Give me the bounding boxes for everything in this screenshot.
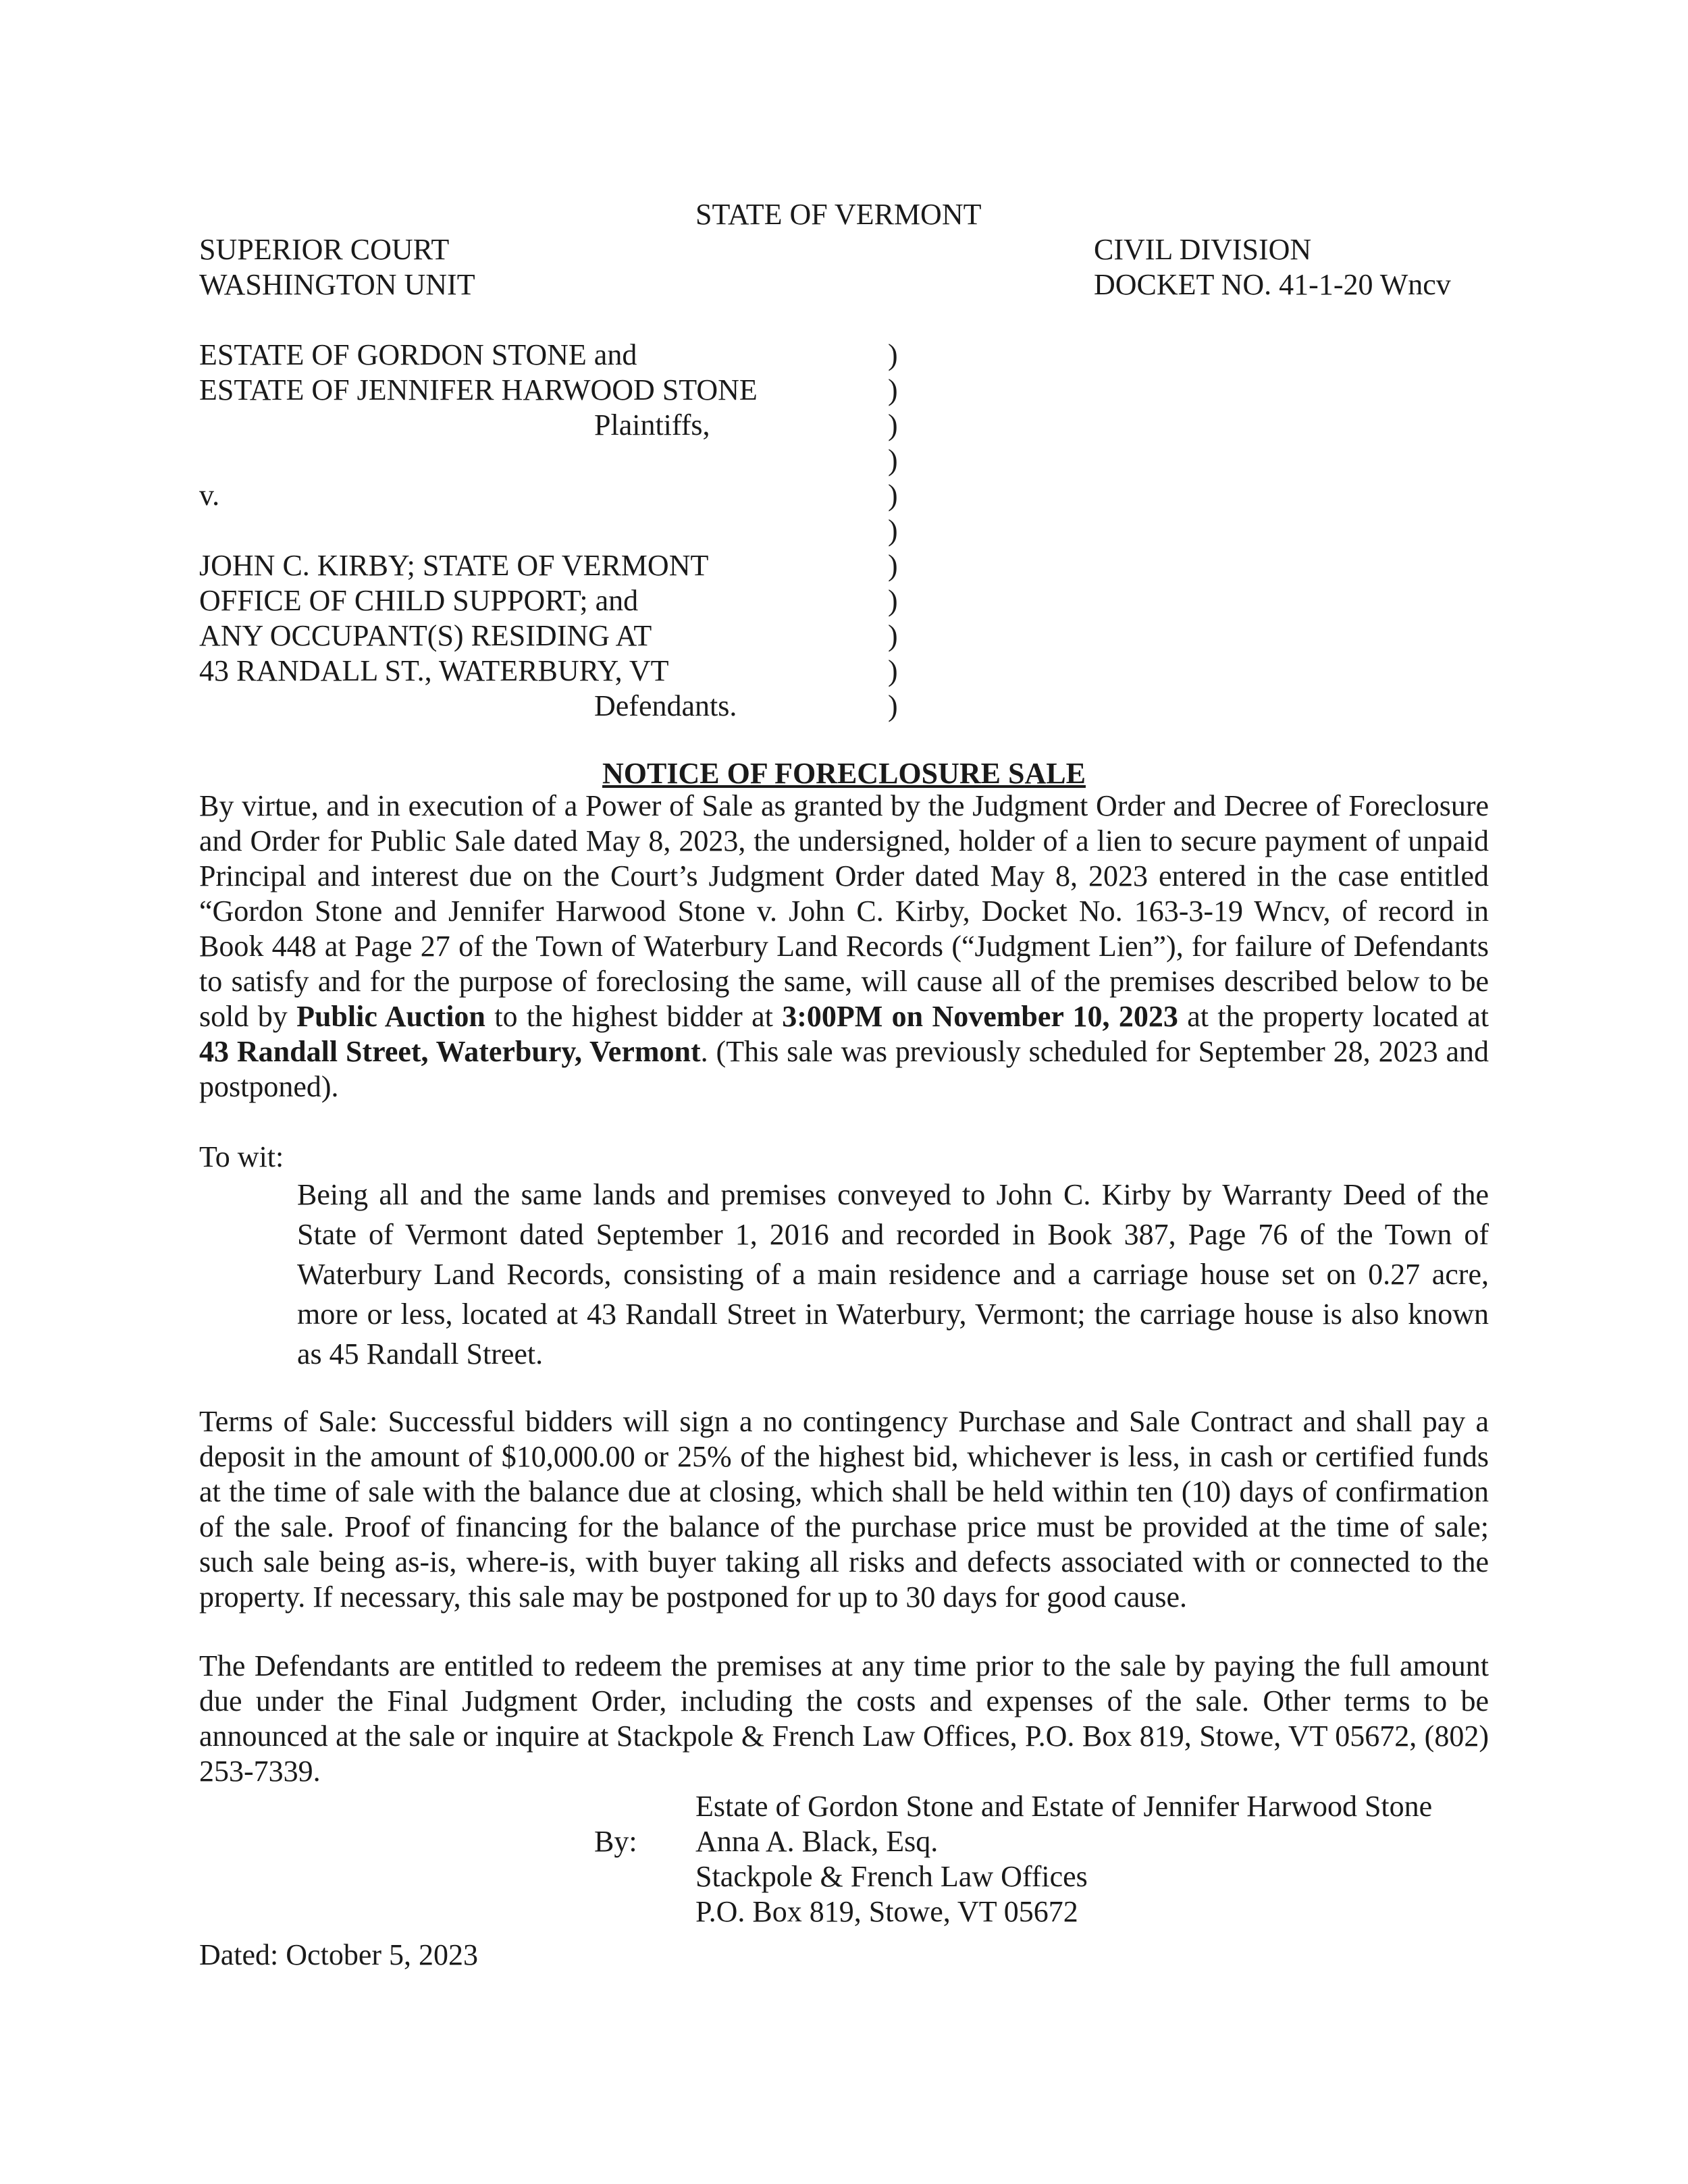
- notice-text: at the property located at: [1178, 1000, 1489, 1033]
- plaintiff-line-2: ESTATE OF JENNIFER HARWOOD STONE: [199, 373, 758, 406]
- case-caption: [199, 338, 758, 724]
- division-name: CIVIL DIVISION: [1094, 233, 1312, 266]
- dated-line: Dated: October 5, 2023: [199, 1938, 478, 1971]
- signature-firm: Stackpole & French Law Offices: [695, 1860, 1088, 1893]
- court-unit: WASHINGTON UNIT: [199, 268, 475, 301]
- paren: ): [888, 338, 898, 371]
- by-label: By:: [594, 1825, 637, 1858]
- to-wit-label: To wit:: [199, 1140, 284, 1173]
- defendant-line-4: 43 RANDALL ST., WATERBURY, VT: [199, 654, 669, 687]
- paren: ): [888, 584, 898, 617]
- defendant-line-1: JOHN C. KIRBY; STATE OF VERMONT: [199, 549, 709, 582]
- paren: ): [888, 514, 898, 547]
- notice-text: . (This sale was previously scheduled for September 28, 2023 and postponed).: [199, 1035, 1489, 1103]
- paren: ): [888, 408, 898, 442]
- sale-datetime: 3:00PM on November 10, 2023: [782, 1000, 1178, 1033]
- state-title: STATE OF VERMONT: [695, 198, 982, 231]
- property-address: 43 Randall Street, Waterbury, Vermont: [199, 1035, 701, 1068]
- notice-heading: NOTICE OF FORECLOSURE SALE: [602, 757, 1086, 790]
- paren: ): [888, 373, 898, 406]
- plaintiffs-label: Plaintiffs,: [594, 408, 710, 442]
- court-name: SUPERIOR COURT: [199, 233, 450, 266]
- signature-party: Estate of Gordon Stone and Estate of Jennifer Harwood Stone: [695, 1790, 1433, 1823]
- caption-blank: [199, 443, 758, 478]
- defendant-line-2: OFFICE OF CHILD SUPPORT; and: [199, 584, 639, 617]
- paren: ): [888, 654, 898, 687]
- notice-text: By virtue, and in execution of a Power of Sale as granted by the Judgment Order and Decree of Foreclosure and Order for Public Sale dated May 8, 2023, the undersigned, holder of a lien to secure payment of unpaid Principal and interest due on the Court’s Judgment Order dated May 8, 2023 entered in the case entitled “Gordon Stone and Jennifer Harwood Stone v. John C. Kirby, Docket No. 163-3-19 Wncv, of record in Book 448 at Page 27 of the Town of Waterbury Land Records (“Judgment Lien”), for failure of Defendants to satisfy and for the purpose of foreclosing the same, will cause all of the premises described below to be sold by: [199, 789, 1489, 1033]
- notice-text: to the highest bidder at: [485, 1000, 783, 1033]
- defendant-line-3: ANY OCCUPANT(S) RESIDING AT: [199, 619, 652, 652]
- paren: ): [888, 549, 898, 582]
- paren: ): [888, 444, 898, 477]
- paren: ): [888, 689, 898, 722]
- docket-number: DOCKET NO. 41-1-20 Wncv: [1094, 268, 1451, 301]
- signature-block: [695, 1789, 1432, 1929]
- redemption-paragraph: The Defendants are entitled to redeem the premises at any time prior to the sale by paying the full amount due under the Final Judgment Order, including the costs and expenses of the sale. Other terms to be announced at the sale or inquire at Stackpole & French Law Offices, P.O. Box 819, Stowe, VT 05672, (802) 253-7339.: [199, 1649, 1489, 1788]
- caption-blank: [199, 513, 758, 548]
- caption-parentheses: [888, 338, 898, 724]
- plaintiff-line-1: ESTATE OF GORDON STONE and: [199, 338, 637, 371]
- paren: ): [888, 619, 898, 652]
- signature-address: P.O. Box 819, Stowe, VT 05672: [695, 1895, 1078, 1928]
- public-auction-text: Public Auction: [296, 1000, 485, 1033]
- paren: ): [888, 479, 898, 512]
- court-block: [199, 232, 475, 302]
- versus-label: v.: [199, 479, 220, 512]
- defendants-label: Defendants.: [594, 689, 737, 722]
- property-description: Being all and the same lands and premises conveyed to John C. Kirby by Warranty Deed of the State of Vermont dated September 1, 2016 and recorded in Book 387, Page 76 of the Town of Waterbury Land Records, consisting of a main residence and a carriage house set on 0.27 acre, more or less, located at 43 Randall Street in Waterbury, Vermont; the carriage house is also known as 45 Randall Street.: [297, 1178, 1489, 1370]
- notice-paragraph: [199, 789, 1489, 1104]
- terms-of-sale-paragraph: Terms of Sale: Successful bidders will sign a no contingency Purchase and Sale Contract and shall pay a deposit in the amount of $10,000.00 or 25% of the highest bid, whichever is less, in cash or certified funds at the time of sale with the balance due at closing, which shall be held within ten (10) days of confirmation of the sale. Proof of financing for the balance of the purchase price must be provided at the time of sale; such sale being as-is, where-is, with buyer taking all risks and defects associated with or connected to the property. If necessary, this sale may be postponed for up to 30 days for good cause.: [199, 1405, 1489, 1614]
- docket-block: [1094, 232, 1451, 302]
- signature-attorney: Anna A. Black, Esq.: [695, 1825, 939, 1858]
